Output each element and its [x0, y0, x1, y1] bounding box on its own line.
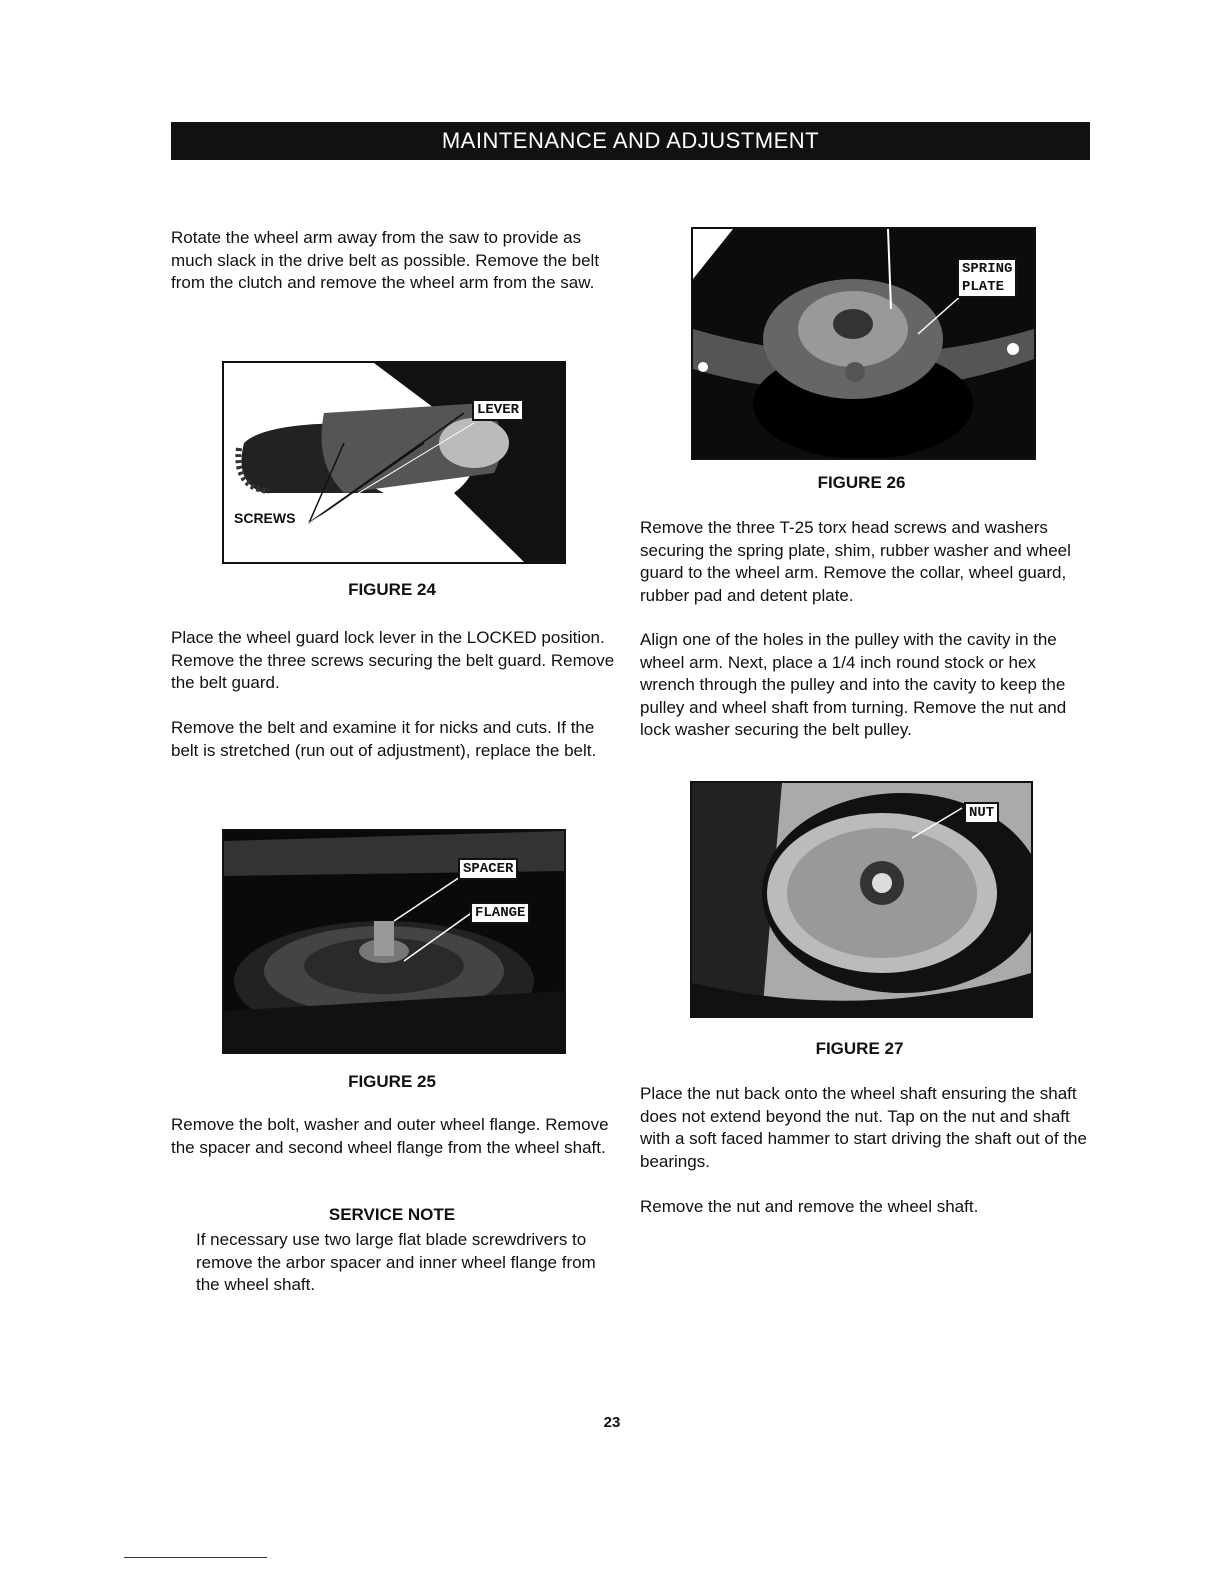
paragraph-rotate-wheel-arm: Rotate the wheel arm away from the saw to provide as much slack in the drive belt as possible. Remove the belt from the clutch and remove the wheel arm from the saw. — [171, 228, 600, 292]
label-spring-plate — [957, 258, 1017, 298]
label-flange: FLANGE — [470, 902, 530, 924]
footer-line — [124, 1557, 267, 1558]
label-spring: SPRING — [962, 261, 1013, 277]
section-header: MAINTENANCE AND ADJUSTMENT — [171, 122, 1090, 160]
label-screws: SCREWS — [234, 510, 296, 526]
figure-24-illustration — [224, 363, 564, 562]
label-nut: NUT — [964, 802, 999, 824]
figure-25-photo — [222, 829, 566, 1054]
service-note-title: SERVICE NOTE — [328, 1205, 456, 1224]
figure-26-caption: FIGURE 26 — [817, 473, 906, 492]
paragraph-nut-back: Place the nut back onto the wheel shaft ensuring the shaft does not extend beyond the nut. Tap on the nut and shaft with a soft faced hammer to start driving the shaft out of the bearings. — [640, 1084, 1087, 1171]
paragraph-locked-position: Place the wheel guard lock lever in the LOCKED position. Remove the three screws securing the belt guard. Remove the belt guard. — [171, 628, 615, 692]
service-note-text: If necessary use two large flat blade screwdrivers to remove the arbor spacer and inner wheel flange from the wheel shaft. — [196, 1230, 596, 1294]
label-plate: PLATE — [962, 279, 1005, 295]
paragraph-examine-belt: Remove the belt and examine it for nicks and cuts. If the belt is stretched (run out of adjustment), replace the belt. — [171, 718, 597, 760]
paragraph-remove-torx-screws: Remove the three T-25 torx head screws and washers securing the spring plate, shim, rubber washer and wheel guard to the wheel arm. Remove the collar, wheel guard, rubber pad and detent plate. — [640, 518, 1071, 605]
label-spacer: SPACER — [458, 858, 518, 880]
label-lever: LEVER — [472, 399, 524, 421]
paragraph-align-holes: Align one of the holes in the pulley with the cavity in the wheel arm. Next, place a 1/4 inch round stock or hex wrench through the pulley and into the cavity to keep the pulley and wheel shaft from turning. Remove the nut and lock washer securing the belt pulley. — [640, 630, 1067, 739]
figure-25-caption: FIGURE 25 — [348, 1072, 436, 1091]
figure-24-caption: FIGURE 24 — [348, 580, 436, 599]
figure-26-photo — [691, 227, 1036, 460]
page-number: 23 — [603, 1414, 621, 1431]
paragraph-remove-wheel-shaft: Remove the nut and remove the wheel shaft. — [640, 1197, 979, 1216]
figure-27-photo — [690, 781, 1033, 1018]
figure-24-photo — [222, 361, 566, 564]
figure-27-caption: FIGURE 27 — [815, 1039, 904, 1058]
paragraph-remove-bolt: Remove the bolt, washer and outer wheel flange. Remove the spacer and second wheel flange from the wheel shaft. — [171, 1115, 609, 1157]
